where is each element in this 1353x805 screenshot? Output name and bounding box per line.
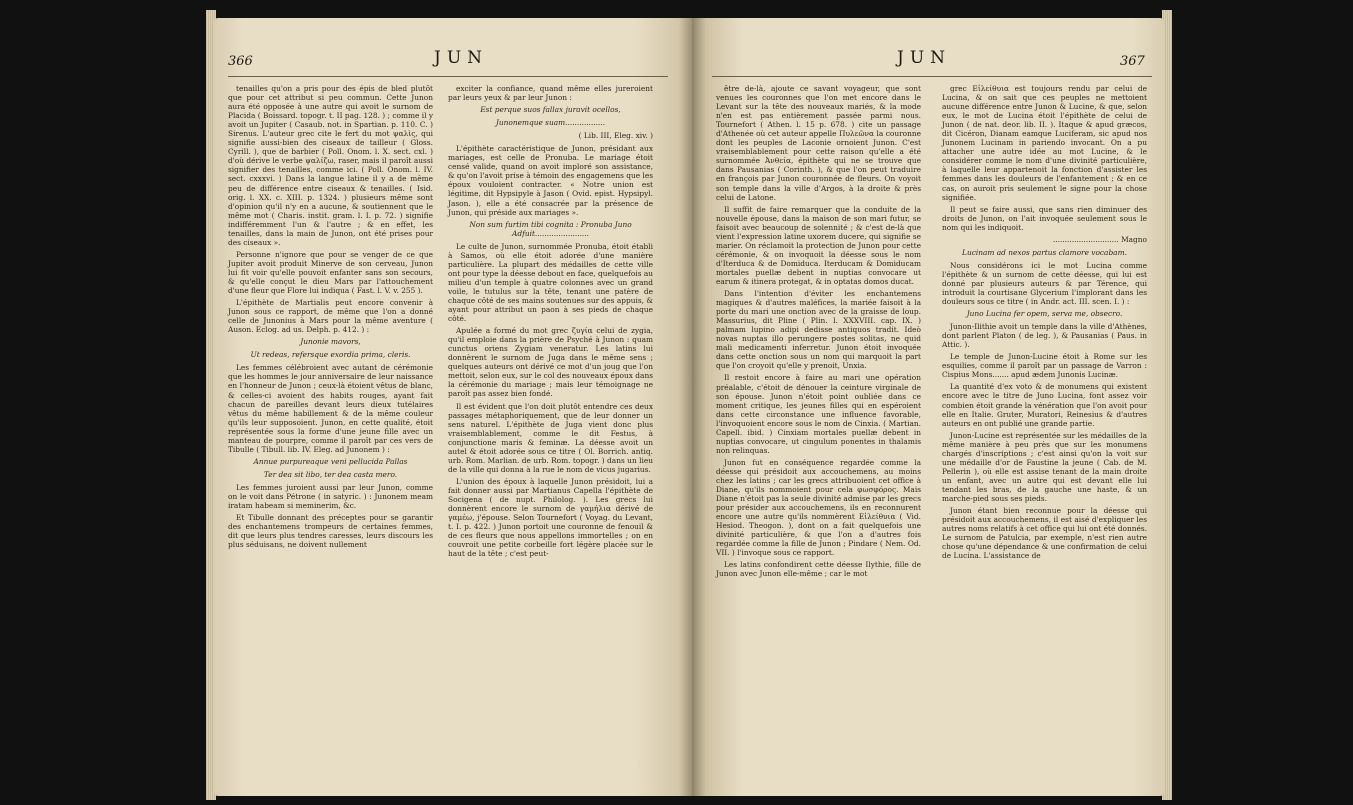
col1-paragraph: Et Tibulle donnant des préceptes pour se garantir des enchantemens trompeurs de certaines femmes, dit que leurs plus tendres caresses, leurs discours les plus séduisans, ne doivent nullement (228, 513, 433, 550)
col2-paragraph: Lucinam ad nexos partus clamore vocabam. (962, 247, 1127, 257)
left-page-number: 366 (228, 54, 253, 69)
col1-paragraph: Les femmes juroient aussi par leur Junon, comme on le voit dans Pétrone ( in satyric. ) : Junonem meam iratam habeam si meminerim, &c. (228, 482, 433, 511)
right-column-1 (716, 84, 921, 581)
col1-paragraph: Ter dea sit libo, ter dea casta mero. (263, 469, 398, 479)
col1-paragraph: Annue purpureaque veni pellucida Pallas (253, 456, 408, 466)
col1-paragraph: Junonie mavors, (300, 337, 361, 347)
col2-paragraph: L'épithète caractéristique de Junon, présidant aux mariages, est celle de Pronuba. Le mariage étoit censé valide, quand on avoit imploré son assistance, & qu'on l'avoit prise à témoin des engagemens que les époux vouloient contracter. « Notre union est légitime, dit Hypsipyle à Jason ( Ovid. epist. Hypsipyl. Jason. ), elle a été consacrée par la présence de Junon, qui préside aux mariages ». (448, 144, 653, 217)
right-header-rule (712, 76, 1152, 77)
left-column-2 (448, 84, 653, 561)
col1-paragraph: Ut redeas, refersque exordia prima, cleris. (250, 350, 411, 360)
col1-paragraph: Dans l'intention d'éviter les enchantemens magiques & d'autres maléfices, la mariée faisoit à la porte du mari une onction avec de la graisse de loup. Massurius, dit Pline ( Plin. l. XXXVIII. cap. IX. ) palmam lupino adipi dedisse antiquos tradit. Ideò novas nuptas illo perungere postes solitas, ne quid mali medicamenti inferretur. Junon étoit invoquée dans cette onction sous un nom qui marquoit la part que l'on croyoit qu'elle y prenoit, Unxia. (716, 289, 921, 371)
col2-paragraph: Junonemque suam................. (495, 118, 606, 128)
col2-paragraph: exciter la confiance, quand même elles jureroient par leurs yeux & par leur Junon : (448, 84, 653, 103)
col2-paragraph: Il est évident que l'on doit plutôt entendre ces deux passages métaphoriquement, que de leur donner un sens naturel. L'épithète de Juga vient donc plus vraisemblablement, comme le dit Festus, à conjunctione maris & feminæ. La déesse avoit un autel & étoit adorée sous ce titre ( Ol. Borrich. antiq. urb. Rom. Marlian. de urb. Rom. topogr. ) dans un lieu de la ville qui donna à la rue le nom de vicus jugarius. (448, 401, 653, 474)
col2-paragraph: Nous considérons ici le mot Lucina comme l'épithète & un surnom de cette déesse, qui lui est donné par plusieurs auteurs & par Térence, qui introduit la courtisane Glycerium l'implorant dans les douleurs sous ce titre ( in Andr. act. III. scen. I. ) : (942, 260, 1147, 307)
col1-paragraph: Il restoit encore à faire au mari une opération préalable, c'étoit de dénouer la ceinture virginale de son épouse. Junon n'étoit point oubliée dans ce moment critique, les jeunes filles qui en espéroient dans cette circonstance une influence favorable, l'invoquoient encore sous le nom de Cinxia. ( Martian. Capell. ibid. ) Cinxiam mortales puellæ debent in nuptias convocare, ut cingulum ponentes in thalamis non relinquas. (716, 373, 921, 455)
col2-paragraph: Junon étant bien reconnue pour la déesse qui présidoit aux accouchemens, il est aisé d'expliquer les autres noms relatifs à cet office qui lui ont été donnés. Le surnom de Patulcia, par exemple, n'est rien autre chose qu'une dépendance & une confirmation de celui de Lucina. L'assistance de (942, 506, 1147, 561)
col1-paragraph: Les femmes célébroient avec autant de cérémonie que les hommes le jour anniversaire de leur naissance en l'honneur de Junon ; ceux-là étoient vêtus de blanc, & celles-ci avoient des habits rouges, ayant fait chacun de pareilles devant leurs dieux tutélaires vêtus du même habillement & de la même couleur qu'ils leur supposoient. Junon, en cette qualité, étoit représentée sous la forme d'une jeune fille avec un manteau de pourpre, comme il paroît par ces vers de Tibulle ( Tibull. lib. IV. Eleg. ad Junonem ) : (228, 363, 433, 454)
left-page (214, 18, 692, 796)
col2-paragraph: L'union des époux à laquelle Junon présidoit, lui a fait donner aussi par Martianus Capella l'épithète de Socigena ( de nupt. Philolog. ). Les grecs lui donnèrent encore le surnom de γαμήλια dérivé de γαμέω, j'épouse. Selon Tournefort ( Voyag. du Levant, t. I. p. 422. ) Junon portoit une couronne de fenouil & de ces fleurs que nous appellons immortelles ; on en couvroit une petite corbeille fort légère placée sur le haut de la tête ; c'est peut- (448, 476, 653, 559)
col2-paragraph: Le culte de Junon, surnommée Pronuba, étoit établi à Samos, où elle étoit adorée d'une manière particulière. La plupart des médailles de cette ville ont pour type la déesse debout en face, quelquefois au milieu d'un temple à quatre colonnes avec un grand voile, le tutulus sur la tête, tenant une patère de chaque côté de ses mains soutenues sur des appuis, & ayant pour attribut un paon à ses pieds de chaque côté. (448, 241, 654, 324)
col2-paragraph: Non sum furtim tibi cognita : Pronuba Juno Adfuit....................... (469, 219, 632, 238)
col1-paragraph: Il suffit de faire remarquer que la conduite de la nouvelle épouse, dans la maison de son mari futur, se faisoit avec beaucoup de solennité ; & c'est de-là que vient l'expression latine uxorem ducere, qui signifie se marier. On réclamoit la protection de Junon pour cette cérémonie, & on invoquoit la déesse sous le nom d'Iterduca & de Domiduca. Iterducam & Domiducam mortales puellæ debent in nuptias convocare ut earum & itinera protegat, & in optatas domos ducat. (716, 204, 921, 286)
col2-paragraph: grec Εἰλείθυια est toujours rendu par celui de Lucina, & on sait que ces peuples ne mettoient aucune différence entre Junon & Lucine, & que, selon eux, le mot de Lucina étoit l'épithète de celui de Junon ( de nat. deor. lib. II. ). Itaque & apud græcos, dit Cicéron, Dianam eamque Luciferam, sic apud nos Junonem Lucinam in pariendo invocant. On a pu attacher une autre idée au mot Lucine, & le considérer comme le nom d'une divinité particulière, à laquelle leur appartenoit la fonction d'assister les femmes dans les douleurs de l'enfantement ; & en ce cas, on auroit pris seulement le signe pour la chose signifiée. (942, 84, 1147, 202)
col2-paragraph: Junon-Lucine est représentée sur les médailles de la même manière à peu près que sur les monumens chargés d'inscriptions ; c'est ainsi qu'on la voit sur une médaille d'or de Faustine la jeune ( Cab. de M. Pellerin ), où elle est assise tenant de la main droite un enfant, avec un autre qui est devant elle lui tendant les bras, de la gauche une haste, & un marche-pied sous ses pieds. (942, 430, 1147, 503)
col2-paragraph: La quantité d'ex voto & de monumens qui existent encore avec le titre de Juno Lucina, font assez voir combien étoit grande la vénération que l'on avoit pour elle en Italie. Gruter, Muratori, Reinesius & d'autres auteurs en ont publié une grande partie. (942, 382, 1147, 428)
col1-paragraph: Les latins confondirent cette déesse Ilythie, fille de Junon avec Junon elle-même ; car le mot (716, 560, 921, 579)
col1-paragraph: L'épithète de Martialis peut encore convenir à Junon sous ce rapport, de même que l'on a donné celle de Junonius à Mars pour la même aventure ( Auson. Eclog. ad us. Delph. p. 412. ) : (228, 298, 433, 335)
left-column-1 (228, 84, 433, 552)
col2-paragraph: Apulée a formé du mot grec ζυγία celui de zygia, qu'il emploie dans la prière de Psyché à Junon : quam cunctus oriens Zygiam veneratur. Les latins lui donnèrent le surnom de Juga dans le même sens ; quelques auteurs ont dérivé ce mot d'un joug que l'on mettoit, selon eux, sur le col des nouveaux époux dans la cérémonie du mariage ; mais leur témoignage ne paroît pas assez bien fondé. (448, 326, 653, 399)
col2-paragraph: ............................ Magno (1052, 234, 1147, 244)
col1-paragraph: Junon fut en conséquence regardée comme la déesse qui présidoit aux accouchemens, au moins chez les latins ; car les grecs attribuoient cet office à Diane, qu'ils nommoient pour cela φωσφόρος. Mais Diane n'étoit pas la seule divinité admise par les grecs pour présider aux accouchemens, ils en reconnurent encore une autre qu'ils nommèrent Εἰλείθυια ( Vid. Hesiod. Theogon. ), dont on a fait quelquefois une divinité particulière, & que l'on a d'autres fois regardée comme la fille de Junon ; Pindare ( Nem. Od. VII. ) l'invoque sous ce rapport. (716, 457, 921, 558)
left-running-head: JUN (434, 48, 489, 68)
col2-paragraph: Le temple de Junon-Lucine étoit à Rome sur les esquilies, comme il paroît par un passage de Varron : Cispius Mons....... apud ædem Junonis Lucinæ. (942, 352, 1147, 380)
right-column-2 (942, 84, 1147, 563)
right-running-head: JUN (897, 48, 952, 68)
col1-paragraph: être de-là, ajoute ce savant voyageur, que sont venues les couronnes que l'on met encore dans le Levant sur la tête des nouveaux mariés, & la mode n'en est pas entièrement passée parmi nous. Tournefort ( Athen. l. 15 p. 678. ) cite un passage d'Athenée où cet auteur appelle Πυλεῶνα la couronne dont les peuples de Laconie ornoient Junon. C'est vraisemblablement pour cette raison qu'elle a été surnommée Ἀνθεία, épithète qui ne se trouve que dans Pausanias ( Corinth. ), & que l'on peut traduire en françois par Junon couronnée de fleurs. On voyoit son temple dans la ville d'Argos, à la droite & près celui de Latone. (716, 84, 921, 202)
col2-paragraph: Junon-Ilithie avoit un temple dans la ville d'Athènes, dont parlent Platon ( de leg. ), & Pausanias ( Paus. in Attic. ). (942, 322, 1147, 350)
col2-paragraph: Juno Lucina fer opem, serva me, obsecro. (966, 309, 1123, 319)
col1-paragraph: Personne n'ignore que pour se venger de ce que Jupiter avoit produit Minerve de son cerveau, Junon lui fit voir qu'elle pouvoit enfanter sans son secours, & qu'elle conçut le dieu Mars par l'attouchement d'une fleur que Flore lui indiqua ( Fast. l. V. v. 255 ). (228, 249, 433, 296)
col2-paragraph: Il peut se faire aussi, que sans rien diminuer des droits de Junon, on l'ait invoquée seulement sous le nom qui les indiquoit. (942, 204, 1147, 232)
col2-paragraph: Est perque suos fallax juravit ocellos, (480, 105, 621, 115)
right-page-number: 367 (1120, 54, 1145, 69)
col1-paragraph: tenailles qu'on a pris pour des épis de bled plutôt que pour cet attribut si peu commun. Cette Junon aura été opposée à une autre qui avoit le surnom de Placida ( Boissard. topogr. t. II pag. 128. ) ; comme il y avoit un Jupiter ( Casaub. not. in Spartian. p. 110. C. ) Sirenus. L'auteur grec cite le fert du mot ψαλὶς, qui signifie aussi-bien des ciseaux de tailleur ( Gloss. Cyrill. ), que de barbier ( Poll. Onom. l. X. sect. cxl. ) d'où dérive le verbe ψαλίζω, raser, mais il paroît aussi signifier des tenailles, comme ici. ( Poll. Onom. l. IV. sect. cxxxvi. ) Dans la langue latine il y a de même peu de différence entre ciseaux & tenailles. ( Isid. orig. l. XX. c. XIII. p. 1324. ) plusieurs même sont d'opinion qu'il n'y en a aucune, & soutiennent que le même mot ( Charis. instit. gram. l. I. p. 72. ) signifie indifféremment l'un & l'autre ; & en effet, les tenailles, dans la main de Junon, ont été prises pour des ciseaux ». (228, 84, 433, 247)
left-header-rule (228, 76, 668, 77)
col2-paragraph: ( Lib. III, Eleg. xiv. ) (578, 131, 653, 141)
right-page (692, 18, 1164, 796)
